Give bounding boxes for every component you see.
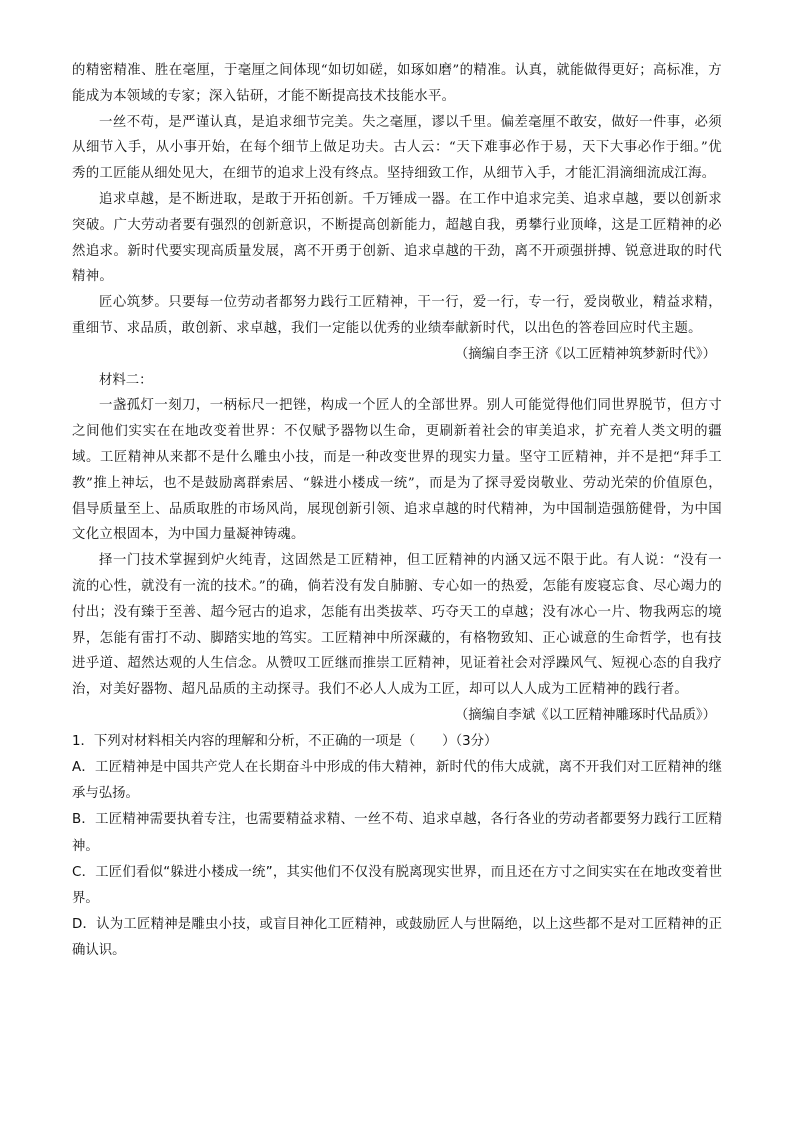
material-two-label: 材料二： (99, 372, 153, 388)
passage-paragraph-5: 一盏孤灯一刻刀，一柄标尺一把锉，构成一个匠人的全部世界。别人可能觉得他们同世界脱节，但方寸之间他们实实在在地改变着世界：不仅赋予器物以生命，更刷新着社会的审美追求，扩充着人类文明的疆域。工匠精神从来都不是什么雕虫小技，而是一种改变世界的现实力量。坚守工匠精神，并不是把“拜手工教”推上神坛，也不是鼓励离群索居、“躲进小楼成一统”，而是为了探寻爱岗敬业、劳动光荣的价值原色，倡导质量至上、品质取胜的市场风尚，展现创新引领、追求卓越的时代精神，为中国制造强筋健骨，为中国文化立根固本，为中国力量凝神铸魂。 (72, 398, 722, 543)
question-stem: 1．下列对材料相关内容的理解和分析，不正确的一项是（ ）（3分） (72, 733, 498, 749)
passage-paragraph-3: 追求卓越，是不断进取，是敢于开拓创新。千万锤成一器。在工作中追求完美、追求卓越，要以创新求突破。广大劳动者要有强烈的创新意识，不断提高创新能力，超越自我，勇攀行业顶峰，这是工匠精神的必然追求。新时代要实现高质量发展，离不开勇于创新、追求卓越的干劲，离不开顽强拼搏、锐意进取的时代精神。 (72, 191, 722, 285)
source-citation-1: （摘编自李王济《以工匠精神筑梦新时代》） (454, 346, 716, 362)
passage-paragraph-4: 匠心筑梦。只要每一位劳动者都努力践行工匠精神，干一行，爱一行，专一行，爱岗敬业，精益求精，重细节、求品质，敢创新、求卓越，我们一定能以优秀的业绩奉献新时代，以出色的答卷回应时代主题。 (72, 295, 722, 336)
document-page (72, 58, 722, 965)
option-c[interactable]: C．工匠们看似“躲进小楼成一统”，其实他们不仅没有脱离现实世界，而且还在方寸之间实实在在地改变着世界。 (72, 864, 722, 906)
passage-paragraph-6: 择一门技术掌握到炉火纯青，这固然是工匠精神，但工匠精神的内涵又远不限于此。有人说：“没有一流的心性，就没有一流的技术。”的确，倘若没有发自肺腑、专心如一的热爱，怎能有废寝忘食、尽心竭力的付出；没有臻于至善、超今冠古的追求，怎能有出类拔萃、巧夺天工的卓越；没有冰心一片、物我两忘的境界，怎能有雷打不动、脚踏实地的笃实。工匠精神中所深藏的，有格物致知、正心诚意的生命哲学，也有技进乎道、超然达观的人生信念。从赞叹工匠继而推崇工匠精神，见证着社会对浮躁风气、短视心态的自我疗治，对美好器物、超凡品质的主动探寻。我们不必人人成为工匠，却可以人人成为工匠精神的践行者。 (72, 553, 722, 698)
question-1 (72, 729, 722, 965)
option-b[interactable]: B．工匠精神需要执着专注，也需要精益求精、一丝不苟、追求卓越，各行各业的劳动者都要努力践行工匠精神。 (72, 812, 722, 854)
passage-paragraph-1: 的精密精准、胜在毫厘，于毫厘之间体现“如切如磋，如琢如磨”的精准。认真，就能做得更好；高标准，方能成为本领域的专家；深入钻研，才能不断提高技术技能水平。 (72, 63, 722, 104)
option-a[interactable]: A．工匠精神是中国共产党人在长期奋斗中形成的伟大精神，新时代的伟大成就，离不开我们对工匠精神的继承与弘扬。 (72, 759, 722, 802)
option-d[interactable]: D．认为工匠精神是雕虫小技，或盲目神化工匠精神，或鼓励匠人与世隔绝，以上这些都不是对工匠精神的正确认识。 (72, 917, 722, 959)
passage-paragraph-2: 一丝不苟，是严谨认真，是追求细节完美。失之毫厘，谬以千里。偏差毫厘不敢安，做好一件事，必须从细节入手，从小事开始，在每个细节上做足功夫。古人云：“天下难事必作于易，天下大事必作于细。”优秀的工匠能从细处见大，在细节的追求上没有终点。坚持细致工作，从细节入手，才能汇涓滴细流成江海。 (72, 114, 722, 182)
source-citation-2: （摘编自李斌《以工匠精神雕琢时代品质》） (454, 707, 716, 723)
